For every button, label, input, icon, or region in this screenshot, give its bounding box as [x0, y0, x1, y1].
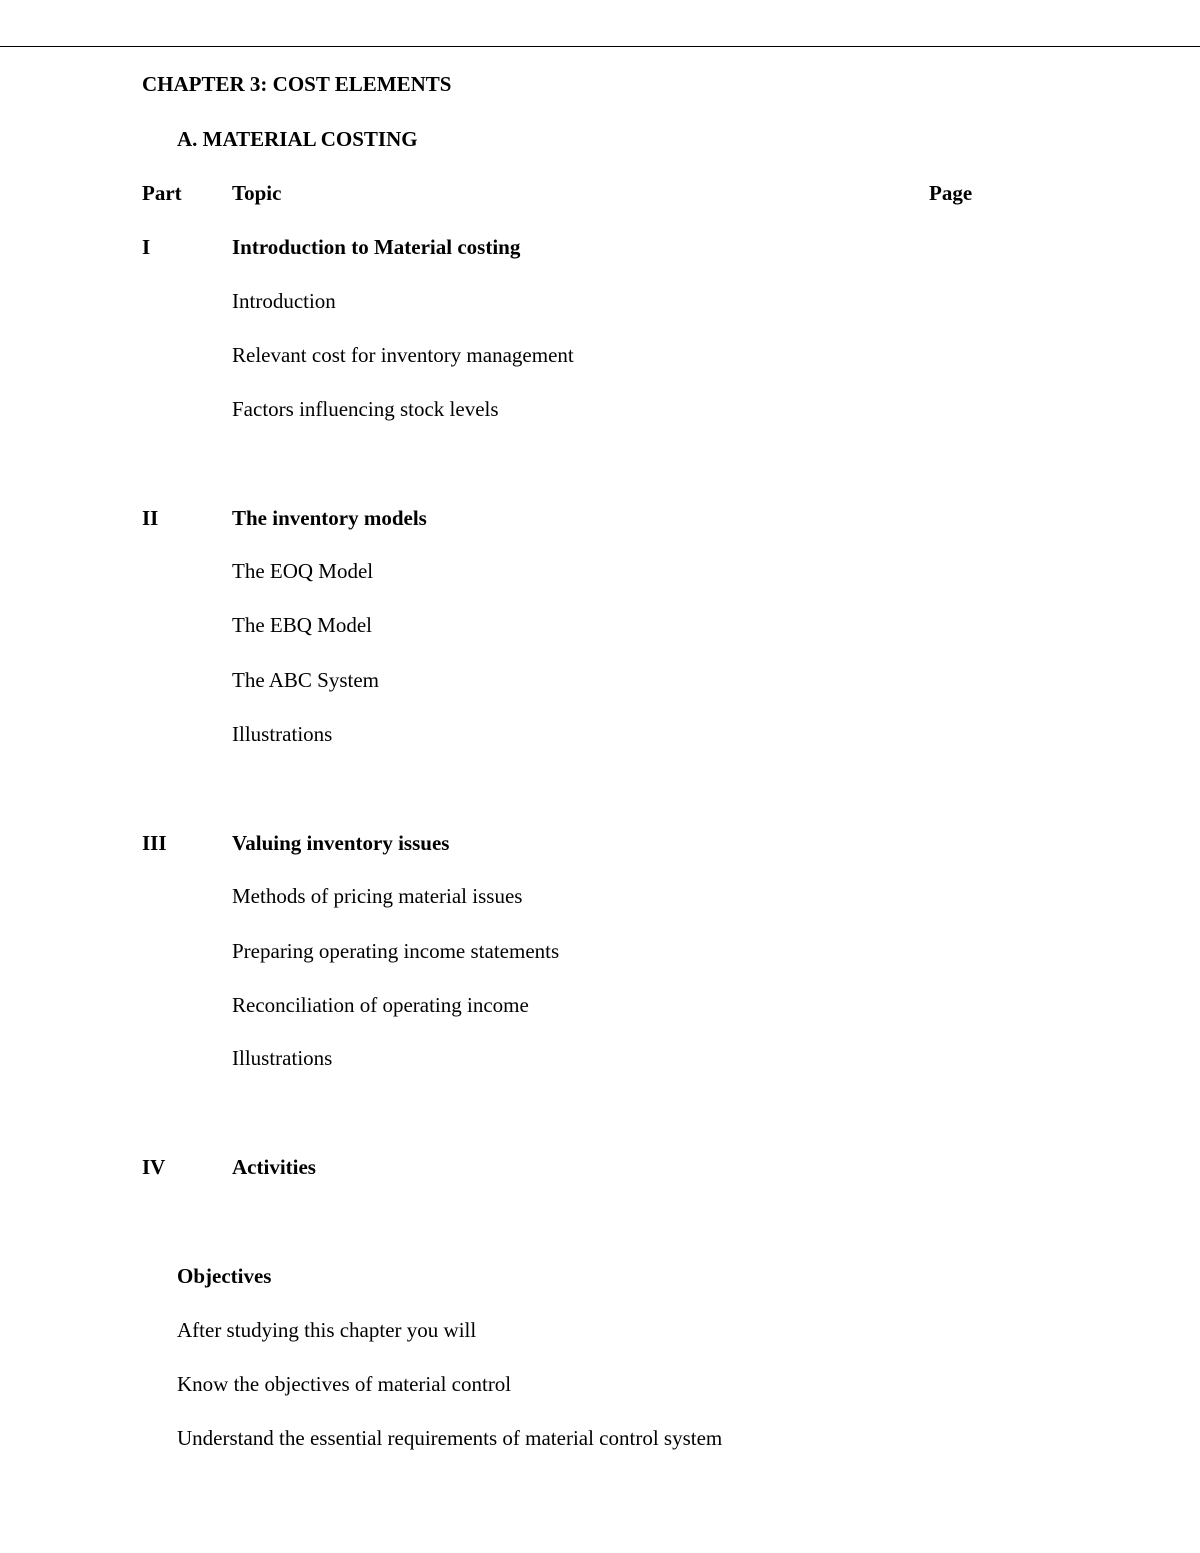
- topic-item: Illustrations: [232, 722, 333, 746]
- part-numeral: III: [142, 831, 167, 855]
- part-numeral: IV: [142, 1155, 166, 1179]
- part-heading: The inventory models: [232, 506, 427, 530]
- chapter-title: CHAPTER 3: COST ELEMENTS: [142, 72, 452, 96]
- top-horizontal-rule: [0, 46, 1200, 47]
- topic-item: Illustrations: [232, 1046, 333, 1070]
- topic-item: The ABC System: [232, 668, 380, 692]
- topic-item: Relevant cost for inventory management: [232, 343, 574, 367]
- header-topic: Topic: [232, 181, 282, 205]
- part-numeral: II: [142, 506, 159, 530]
- section-title: A. MATERIAL COSTING: [177, 127, 418, 151]
- topic-item: Reconciliation of operating income: [232, 993, 529, 1017]
- topic-item: Introduction: [232, 289, 336, 313]
- part-heading: Valuing inventory issues: [232, 831, 450, 855]
- header-page: Page: [929, 181, 973, 205]
- objective-item: Understand the essential requirements of material control system: [177, 1426, 723, 1450]
- header-part: Part: [142, 181, 182, 205]
- topic-item: Preparing operating income statements: [232, 939, 560, 963]
- objective-item: Know the objectives of material control: [177, 1372, 512, 1396]
- topic-item: Factors influencing stock levels: [232, 397, 499, 421]
- part-numeral: I: [142, 235, 151, 259]
- part-heading: Introduction to Material costing: [232, 235, 521, 259]
- topic-item: Methods of pricing material issues: [232, 884, 523, 908]
- topic-item: The EOQ Model: [232, 559, 374, 583]
- topic-item: The EBQ Model: [232, 613, 372, 637]
- objectives-intro: After studying this chapter you will: [177, 1318, 477, 1342]
- part-heading: Activities: [232, 1155, 316, 1179]
- objectives-heading: Objectives: [177, 1264, 272, 1288]
